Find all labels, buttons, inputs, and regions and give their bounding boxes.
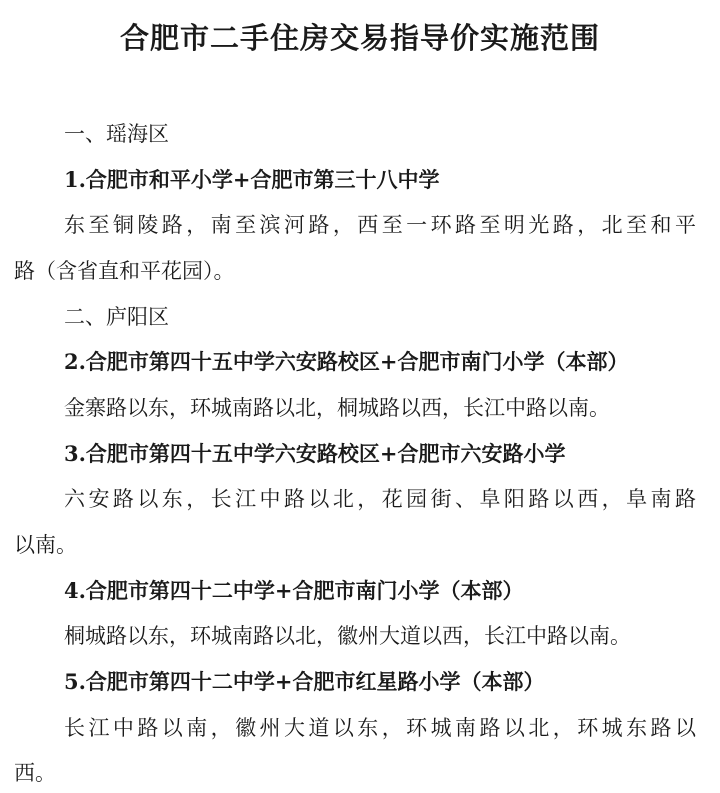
school-pair-4: 4.合肥市第四十二中学+合肥市南门小学（本部） bbox=[64, 578, 524, 603]
district-heading-luyang: 二、庐阳区 bbox=[64, 305, 169, 329]
scope-1-line1: 东至铜陵路，南至滨河路，西至一环路至明光路，北至和平 bbox=[64, 213, 696, 237]
scope-5-line1: 长江中路以南，徽州大道以东，环城南路以北，环城东路以 bbox=[64, 716, 696, 740]
school-pair-5: 5.合肥市第四十二中学+合肥市红星路小学（本部） bbox=[64, 669, 545, 694]
district-heading-yaohai: 一、瑶海区 bbox=[64, 122, 169, 146]
scope-2-line1: 金寨路以东，环城南路以北，桐城路以西，长江中路以南。 bbox=[64, 396, 610, 420]
scope-1-line2: 路（含省直和平花园）。 bbox=[14, 259, 235, 283]
scope-3-line2: 以南。 bbox=[14, 533, 77, 557]
document-title: 合肥市二手住房交易指导价实施范围 bbox=[119, 21, 600, 55]
school-pair-1: 1.合肥市和平小学+合肥市第三十八中学 bbox=[64, 167, 440, 192]
school-pair-2: 2.合肥市第四十五中学六安路校区+合肥市南门小学（本部） bbox=[64, 349, 629, 374]
school-pair-3: 3.合肥市第四十五中学六安路校区+合肥市六安路小学 bbox=[64, 441, 566, 466]
scope-3-line1: 六安路以东，长江中路以北，花园街、阜阳路以西，阜南路 bbox=[64, 487, 696, 511]
scope-4-line1: 桐城路以东，环城南路以北，徽州大道以西，长江中路以南。 bbox=[64, 624, 631, 648]
scope-5-line2: 西。 bbox=[14, 761, 56, 785]
